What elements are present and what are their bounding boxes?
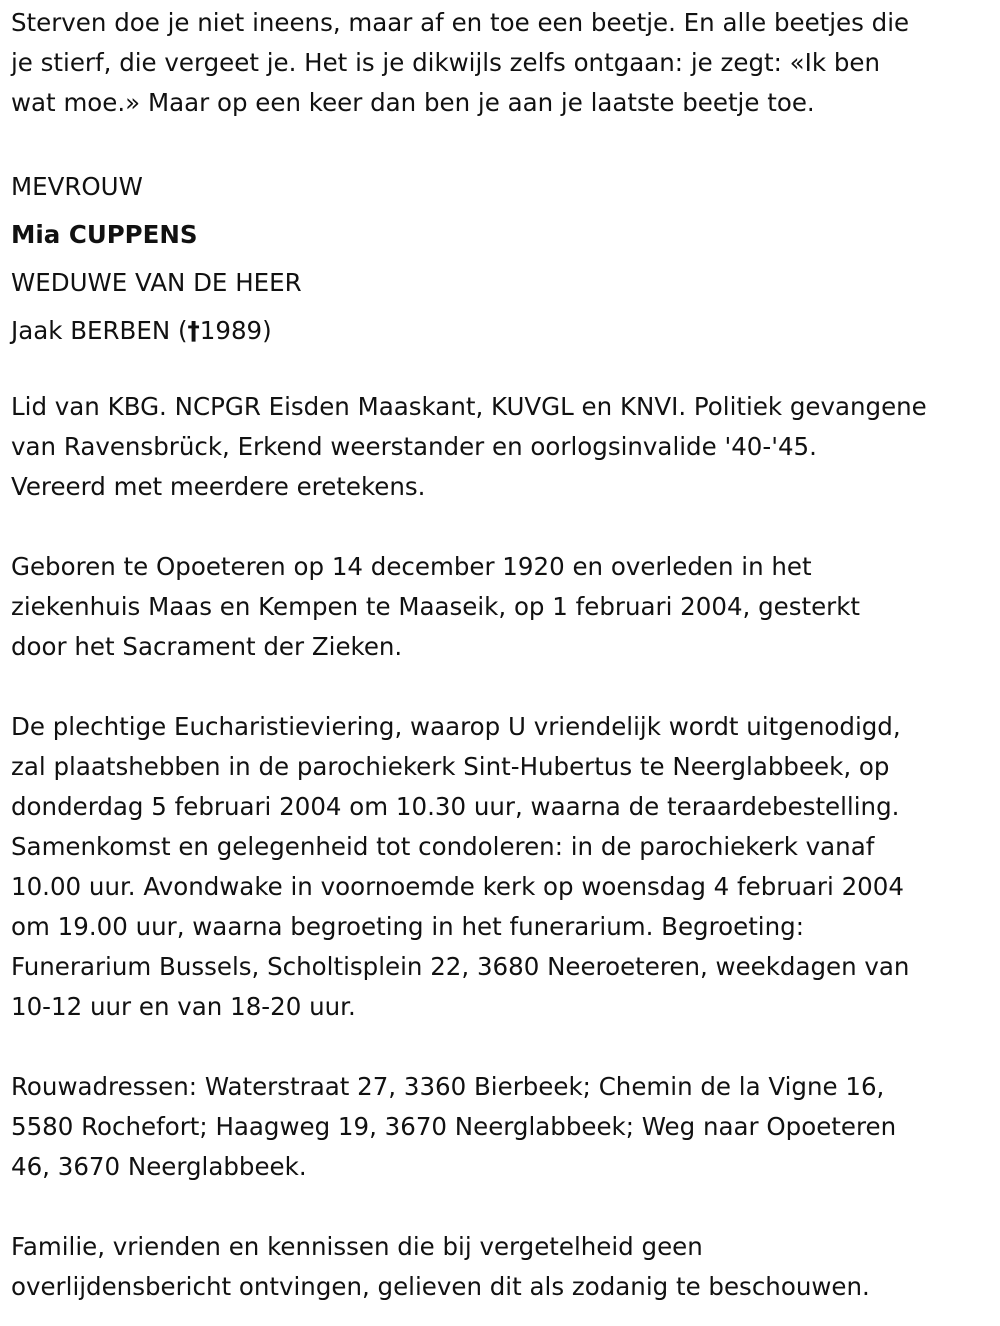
memberships-paragraph — [11, 387, 988, 507]
paragraph-gap — [11, 507, 988, 547]
ceremony-line: 10.00 uur. Avondwake in voornoemde kerk op woensdag 4 februari 2004 — [11, 872, 904, 901]
memberships-line: Lid van KBG. NCPGR Eisden Maaskant, KUVGL en KNVI. Politiek gevangene — [11, 392, 927, 421]
quote-line: Sterven doe je niet ineens, maar af en toe een beetje. En alle beetjes die — [11, 8, 910, 37]
ceremony-line: De plechtige Eucharistieviering, waarop U vriendelijk wordt uitgenodigd, — [11, 712, 901, 741]
quote-paragraph — [11, 3, 988, 123]
birth-death-paragraph — [11, 547, 988, 667]
paragraph-gap — [11, 123, 988, 163]
spouse-name: Jaak BERBEN ( — [11, 316, 188, 345]
spouse-line — [11, 307, 988, 355]
closing-line: Familie, vrienden en kennissen die bij vergetelheid geen — [11, 1232, 703, 1261]
ceremony-line: Samenkomst en gelegenheid tot condoleren: in de parochiekerk vanaf — [11, 832, 875, 861]
quote-line: wat moe.» Maar op een keer dan ben je aan je laatste beetje toe. — [11, 88, 815, 117]
paragraph-gap — [11, 667, 988, 707]
memberships-line: Vereerd met meerdere eretekens. — [11, 472, 426, 501]
birth-death-line: Geboren te Opoeteren op 14 december 1920 en overleden in het — [11, 552, 812, 581]
ceremony-line: 10-12 uur en van 18-20 uur. — [11, 992, 356, 1021]
paragraph-gap — [11, 1187, 988, 1227]
paragraph-gap — [11, 1027, 988, 1067]
addresses-line: 5580 Rochefort; Haagweg 19, 3670 Neerglabbeek; Weg naar Opoeteren — [11, 1112, 897, 1141]
ceremony-line: Funerarium Bussels, Scholtisplein 22, 3680 Neeroeteren, weekdagen van — [11, 952, 910, 981]
ceremony-line: om 19.00 uur, waarna begroeting in het funerarium. Begroeting: — [11, 912, 804, 941]
quote-line: je stierf, die vergeet je. Het is je dikwijls zelfs ontgaan: je zegt: «Ik ben — [11, 48, 880, 77]
birth-death-line: ziekenhuis Maas en Kempen te Maaseik, op 1 februari 2004, gesterkt — [11, 592, 861, 621]
memberships-line: van Ravensbrück, Erkend weerstander en oorlogsinvalide '40-'45. — [11, 432, 817, 461]
ceremony-paragraph — [11, 707, 988, 1027]
deceased-relation: WEDUWE VAN DE HEER — [11, 268, 302, 297]
paragraph-gap — [11, 355, 988, 387]
addresses-line: 46, 3670 Neerglabbeek. — [11, 1152, 307, 1181]
closing-paragraph — [11, 1227, 988, 1307]
ceremony-line: donderdag 5 februari 2004 om 10.30 uur, waarna de teraardebestelling. — [11, 792, 900, 821]
closing-line: overlijdensbericht ontvingen, gelieven dit als zodanig te beschouwen. — [11, 1272, 870, 1301]
cross-icon: † — [187, 316, 200, 345]
deceased-block — [11, 163, 988, 355]
ceremony-line: zal plaatshebben in de parochiekerk Sint-Hubertus te Neerglabbeek, op — [11, 752, 890, 781]
deceased-title: MEVROUW — [11, 172, 143, 201]
deceased-name: Mia CUPPENS — [11, 220, 198, 249]
spouse-death-year: 1989) — [199, 316, 272, 345]
addresses-line: Rouwadressen: Waterstraat 27, 3360 Bierbeek; Chemin de la Vigne 16, — [11, 1072, 885, 1101]
addresses-paragraph — [11, 1067, 988, 1187]
birth-death-line: door het Sacrament der Zieken. — [11, 632, 403, 661]
